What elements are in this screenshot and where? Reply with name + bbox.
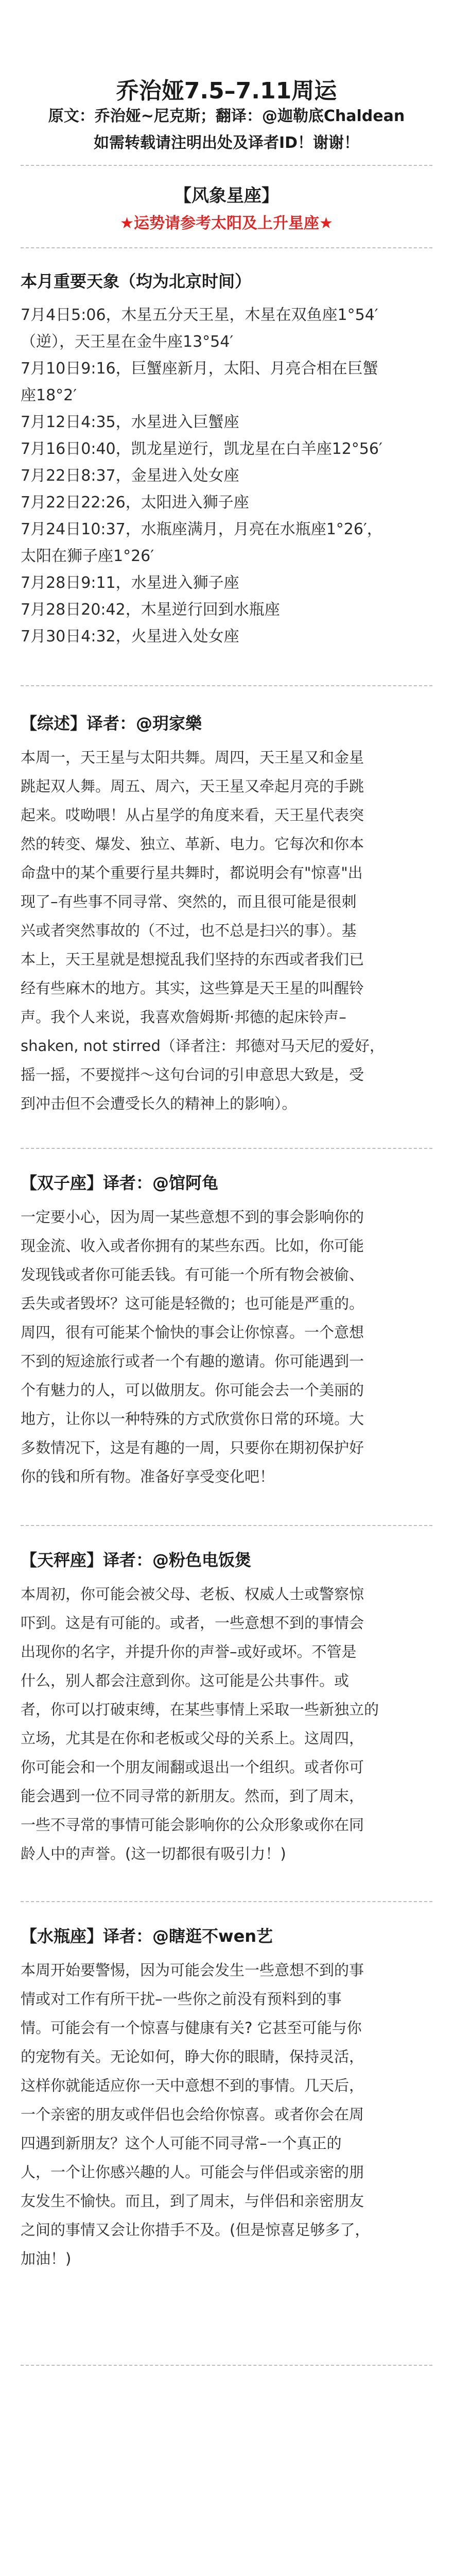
- paragraph-line: 本周一，天王星与太阳共舞。周四，天王星又和金星: [21, 749, 364, 766]
- paragraph-line: 加油！): [21, 2250, 72, 2267]
- paragraph-line: 你的钱和所有物。准备好享受变化吧！: [21, 1468, 275, 1485]
- paragraph-line: 声。我个人来说，我喜欢詹姆斯·邦德的起床铃声–: [21, 1008, 346, 1026]
- paragraph-line: 立场，尤其是在你和老板或父母的关系上。这周四，: [21, 1730, 364, 1747]
- paragraph-line: 能会遇到一位不同寻常的新朋友。然而，到了周末，: [21, 1787, 364, 1805]
- paragraph-line: 不到的短途旅行或者一个有趣的邀请。你可能遇到一: [21, 1352, 364, 1370]
- paragraph-line: 龄人中的声誉。(这一切都很有吸引力！): [21, 1845, 286, 1862]
- paragraph-line: 你可能会和一个朋友闹翻或退出一个组织。或者你可: [21, 1758, 364, 1776]
- event-line: 7月30日4:32，火星进入处女座: [21, 628, 239, 646]
- paragraph-line: 四遇到新朋友？这个人可能不同寻常–一个真正的: [21, 2134, 342, 2152]
- paragraph-line: 本上，天王星就是想搅乱我们坚持的东西或者我们已: [21, 951, 364, 968]
- divider: [21, 1148, 432, 1149]
- aquarius-section: [21, 1922, 438, 2273]
- event-line: 座18°2′: [21, 386, 77, 404]
- rising-sign-note: ★运势请参考太阳及上升星座★: [120, 214, 333, 232]
- paragraph-line: 本周开始要警惕，因为可能会发生一些意想不到的事: [21, 1961, 364, 1979]
- event-line: 7月16日0:40，凯龙星逆行，凯龙星在白羊座12°56′: [21, 440, 382, 458]
- paragraph-line: 一些不寻常的事情可能会影响你的公众形象或你在同: [21, 1816, 364, 1834]
- event-line: 7月22日22:26，太阳进入狮子座: [21, 494, 249, 512]
- paragraph-line: 地方，让你以一种特殊的方式欣赏你日常的环境。大: [21, 1410, 364, 1428]
- paragraph-line: 到冲击但不会遭受长久的精神上的影响）。: [21, 1095, 297, 1112]
- paragraph-line: 人，一个让你感兴趣的人。可能会与伴侣或亲密的朋: [21, 2163, 364, 2181]
- events-heading: 本月重要天象（均为北京时间）: [21, 272, 252, 291]
- section-title-wind: 【风象星座】: [174, 185, 279, 206]
- divider: [21, 247, 432, 248]
- page-title: 乔治娅7.5–7.11周运: [116, 78, 337, 104]
- overview-heading: 【综述】译者：@玥家樂: [21, 714, 202, 733]
- gemini-heading: 【双子座】译者：@馆阿龟: [21, 1173, 219, 1193]
- aquarius-heading: 【水瓶座】译者：@瞎逛不wen艺: [21, 1926, 273, 1946]
- divider: [21, 2365, 432, 2366]
- events-block: [21, 268, 438, 650]
- paragraph-line: 吓到。这是有可能的。或者，一些意想不到的事情会: [21, 1614, 364, 1632]
- paragraph-line: 一定要小心，因为周一某些意想不到的事会影响你的: [21, 1208, 364, 1226]
- divider: [21, 165, 432, 166]
- event-line: （逆），天王星在金牛座13°54′: [21, 333, 234, 351]
- paragraph-line: 者，你可以打破束缚，在某些事情上采取一些新独立的: [21, 1701, 379, 1718]
- paragraph-line: 本周初，你可能会被父母、老板、权威人士或警察惊: [21, 1585, 364, 1603]
- paragraph-line: 友发生不愉快。而且，到了周末，与伴侣和亲密朋友: [21, 2192, 364, 2210]
- paragraph-line: 然的转变、爆发、独立、革新、电力。它每次和你本: [21, 835, 364, 853]
- event-line: 7月12日4:35，水星进入巨蟹座: [21, 413, 239, 431]
- paragraph-line: 经有些麻木的地方。其实，这些算是天王星的叫醒铃: [21, 979, 364, 997]
- paragraph-line: 跳起双人舞。周五、周六，天王星又牵起月亮的手跳: [21, 777, 364, 795]
- event-line: 7月22日8:37，金星进入处女座: [21, 467, 239, 485]
- divider: [21, 685, 432, 686]
- paragraph-line: 命盘中的某个重要行星共舞时，都说明会有"惊喜"出: [21, 864, 363, 882]
- credit-line: 原文：乔治娅~尼克斯；翻译：@迦勒底Chaldean: [48, 107, 405, 125]
- divider: [21, 1525, 432, 1526]
- paragraph-line: 兴或者突然事故的（不过，也不总是扫兴的事）。基: [21, 922, 357, 939]
- divider: [21, 1901, 432, 1902]
- event-line: 太阳在狮子座1°26′: [21, 547, 154, 565]
- event-line: 7月4日5:06，木星五分天王星，木星在双鱼座1°54′: [21, 306, 378, 324]
- paragraph-line: 一个亲密的朋友或伴侣也会给你惊喜。或者你会在周: [21, 2106, 364, 2123]
- paragraph-line: 摇一摇，不要搅拌～这句台词的引申意思大致是，受: [21, 1066, 364, 1083]
- reprint-notice: 如需转载请注明出处及译者ID！谢谢！: [93, 134, 360, 152]
- overview-section: [21, 709, 438, 1118]
- paragraph-line: 出现你的名字，并提升你的声誉–或好或坏。不管是: [21, 1643, 357, 1660]
- libra-section: [21, 1546, 438, 1868]
- paragraph-line: shaken, not stirred（译者注：邦德对马天尼的爱好，: [21, 1037, 385, 1055]
- event-line: 7月10日9:16，巨蟹座新月，太阳、月亮合相在巨蟹: [21, 360, 378, 378]
- gemini-section: [21, 1168, 438, 1491]
- event-line: 7月24日10:37，水瓶座满月，月亮在水瓶座1°26′，: [21, 520, 382, 538]
- paragraph-line: 情。可能会有一个惊喜与健康有关? 它甚至可能与你: [21, 2019, 362, 2037]
- paragraph-line: 的宠物有关。无论如何，睁大你的眼睛，保持灵活，: [21, 2048, 364, 2065]
- paragraph-line: 情或对工作有所干扰–一些你之前没有预料到的事: [21, 1990, 342, 2008]
- paragraph-line: 起来。哎呦喂！从占星学的角度来看，天王星代表突: [21, 806, 364, 824]
- paragraph-line: 个有魅力的人，可以做朋友。你可能会去一个美丽的: [21, 1381, 364, 1399]
- paragraph-line: 这样你就能适应你一天中意想不到的事情。几天后，: [21, 2077, 364, 2094]
- event-line: 7月28日9:11，水星进入狮子座: [21, 574, 239, 592]
- paragraph-line: 周四，很有可能某个愉快的事会让你惊喜。一个意想: [21, 1324, 364, 1341]
- paragraph-line: 丢失或者毁坏？这可能是轻微的；也可能是严重的。: [21, 1295, 364, 1312]
- paragraph-line: 发现钱或者你可能丢钱。有可能一个所有物会被偷、: [21, 1266, 364, 1283]
- event-line: 7月28日20:42，木星逆行回到水瓶座: [21, 601, 280, 619]
- paragraph-line: 现了–有些事不同寻常、突然的，而且很可能是很刺: [21, 893, 357, 910]
- libra-heading: 【天秤座】译者：@粉色电饭煲: [21, 1550, 252, 1570]
- paragraph-line: 多数情况下，这是有趣的一周，只要你在期初保护好: [21, 1439, 364, 1456]
- paragraph-line: 现金流、收入或者你拥有的某些东西。比如，你可能: [21, 1237, 364, 1255]
- paragraph-line: 什么，别人都会注意到你。这可能是公共事件。或: [21, 1672, 350, 1689]
- paragraph-line: 之间的事情又会让你措手不及。(但是惊喜足够多了，: [21, 2221, 370, 2239]
